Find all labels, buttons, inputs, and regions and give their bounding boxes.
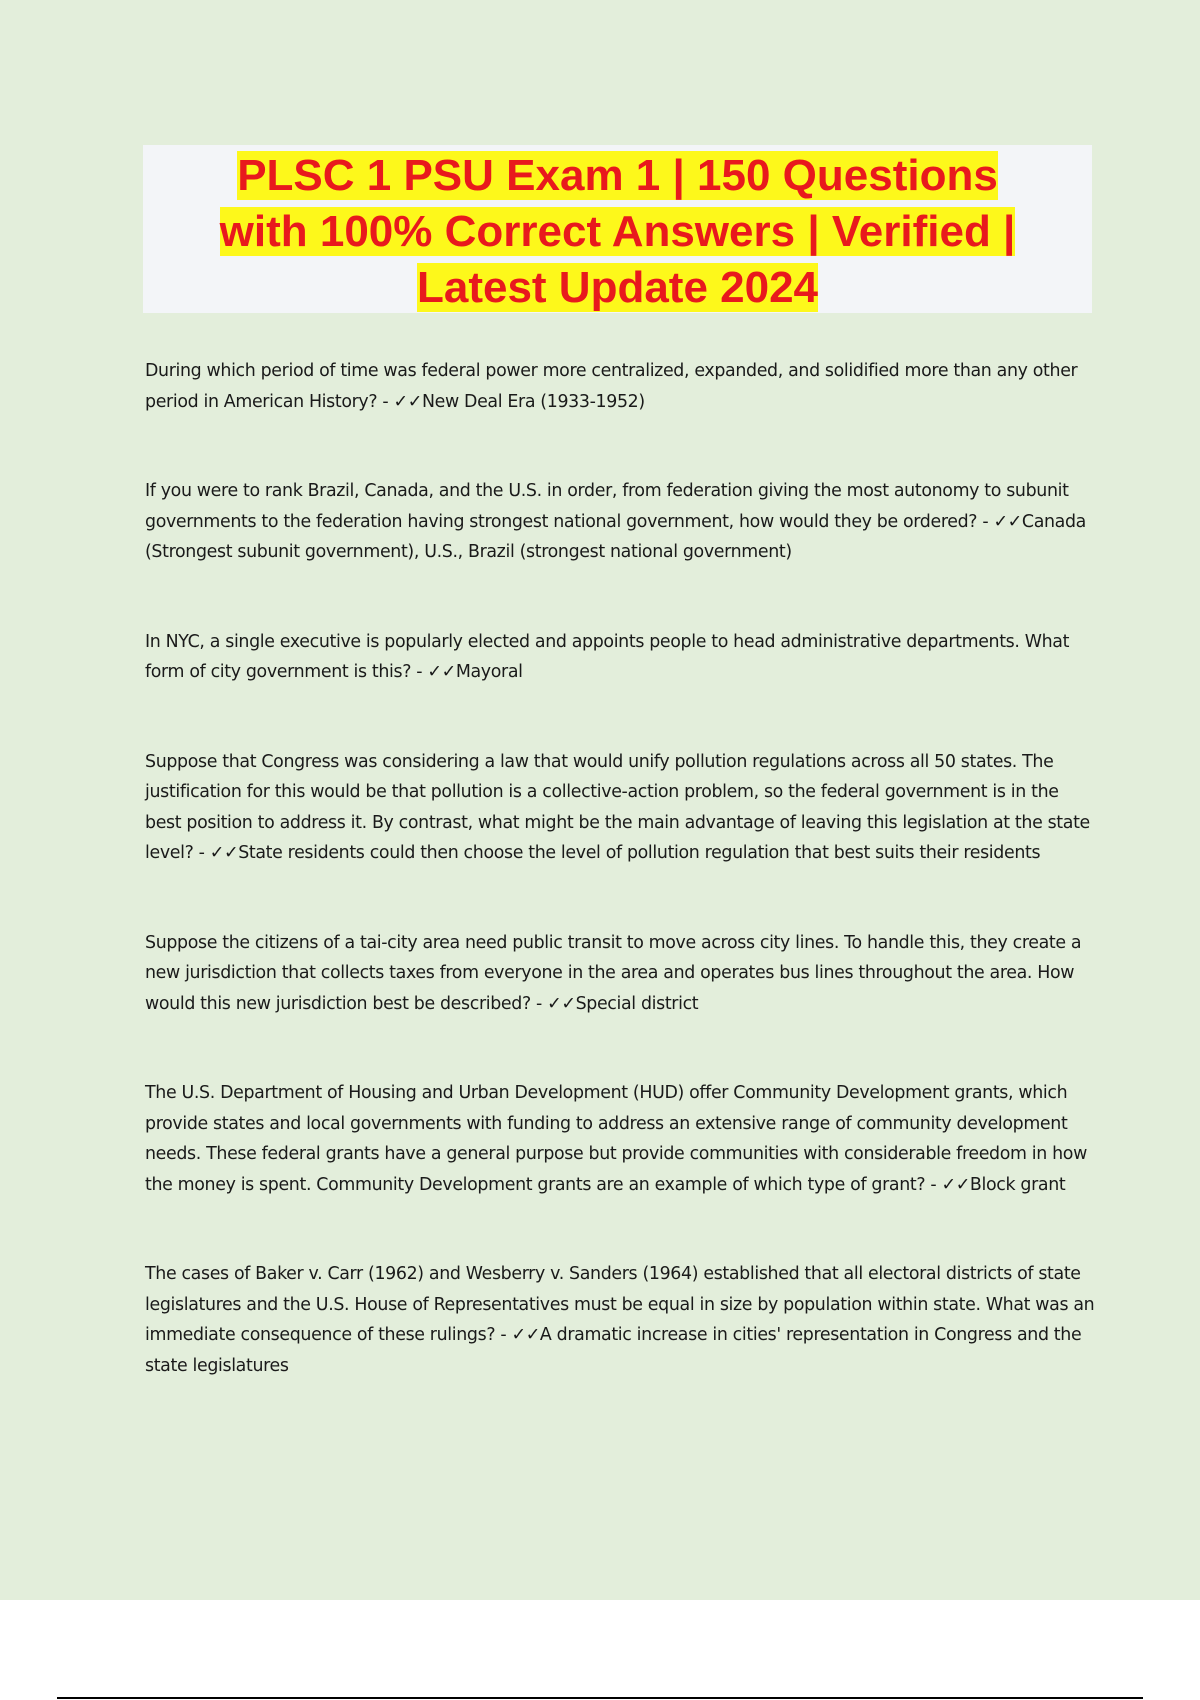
title-line-1: PLSC 1 PSU Exam 1 | 150 Questions	[237, 151, 998, 200]
qa-item: Suppose the citizens of a tai-city area need public transit to move across city lines. To handle this, they create a new jurisdiction that collects taxes from everyone in the area and operates bus lines throughout the area. How would this new jurisdiction best be described? - ✓✓Special district	[145, 932, 1082, 1014]
qa-item: In NYC, a single executive is popularly elected and appoints people to head administrative departments. What form of city government is this? - ✓✓Mayoral	[145, 631, 1070, 682]
qa-item: During which period of time was federal power more centralized, expanded, and solidified more than any other period in American History? - ✓✓New Deal Era (1933-1952)	[145, 361, 1078, 412]
question-answer-list	[145, 356, 1095, 1440]
page-divider	[57, 1697, 1143, 1699]
qa-item: The U.S. Department of Housing and Urban Development (HUD) offer Community Development grants, which provide states and local governments with funding to address an extensive range of community development needs. These federal grants have a general purpose but provide communities with considerable freedom in how the money is spent. Community Development grants are an example of which type of grant? - ✓✓Block grant	[145, 1083, 1087, 1195]
qa-item: If you were to rank Brazil, Canada, and the U.S. in order, from federation giving the most autonomy to subunit governments to the federation having strongest national government, how would they be ordered? - ✓✓Canada (Strongest subunit government), U.S., Brazil (strongest national government)	[145, 481, 1086, 562]
qa-item: Suppose that Congress was considering a law that would unify pollution regulations across all 50 states. The justification for this would be that pollution is a collective-action problem, so the federal government is in the best position to address it. By contrast, what might be the main advantage of leaving this legislation at the state level? - ✓✓State residents could then choose the level of pollution regulation that best suits their residents	[145, 751, 1090, 863]
document-title	[143, 145, 1092, 313]
title-line-2: with 100% Correct Answers | Verified |	[219, 207, 1016, 256]
qa-item: The cases of Baker v. Carr (1962) and Wesberry v. Sanders (1964) established that all electoral districts of state legislatures and the U.S. House of Representatives must be equal in size by population within state. What was an immediate consequence of these rulings? - ✓✓A dramatic increase in cities' representation in Congress and the state legislatures	[145, 1264, 1095, 1376]
title-line-3: Latest Update 2024	[416, 263, 819, 312]
